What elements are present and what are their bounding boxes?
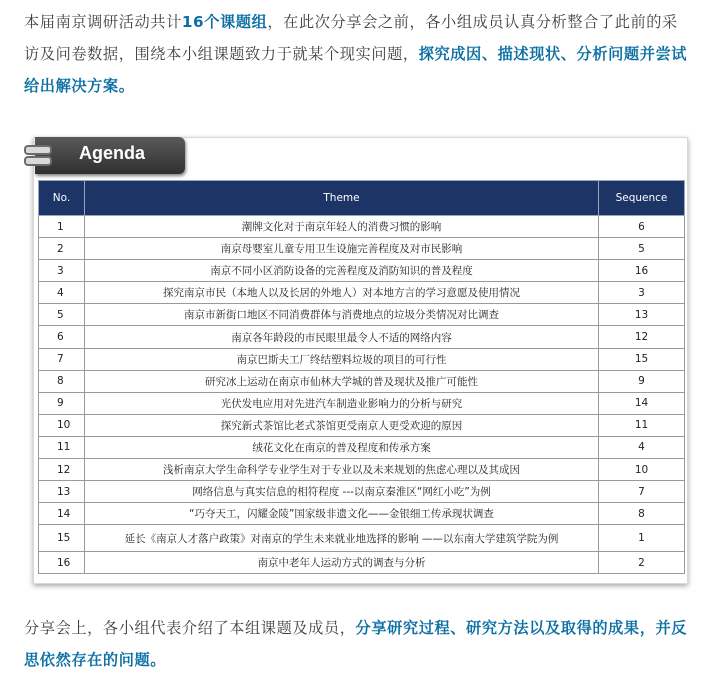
row-theme: 浅析南京大学生命科学专业学生对于专业以及未来规划的焦虑心理以及其成因 bbox=[85, 459, 599, 481]
row-no: 16 bbox=[39, 552, 85, 574]
row-theme: 南京巴斯夫工厂终结塑料垃圾的项目的可行性 bbox=[85, 348, 599, 370]
row-sequence: 13 bbox=[599, 304, 685, 326]
row-theme: 光伏发电应用对先进汽车制造业影响力的分析与研究 bbox=[85, 392, 599, 414]
row-no: 10 bbox=[39, 414, 85, 436]
row-sequence: 5 bbox=[599, 238, 685, 260]
table-row bbox=[39, 260, 685, 282]
table-row bbox=[39, 370, 685, 392]
row-theme: 探究新式茶馆比老式茶馆更受南京人更受欢迎的原因 bbox=[85, 414, 599, 436]
table-row bbox=[39, 436, 685, 458]
highlight-text: 分享研究过程、研究方法以及取得的成果，并反思依然存在的问题。 bbox=[24, 619, 688, 669]
row-sequence: 6 bbox=[599, 216, 685, 238]
table-row bbox=[39, 459, 685, 481]
row-sequence: 11 bbox=[599, 414, 685, 436]
header-no: No. bbox=[39, 181, 85, 216]
row-theme: 网络信息与真实信息的相符程度 ---以南京秦淮区“网红小吃”为例 bbox=[85, 481, 599, 503]
highlight-text: 16个课题组 bbox=[181, 13, 268, 31]
outro-paragraph bbox=[24, 612, 688, 676]
row-sequence: 16 bbox=[599, 260, 685, 282]
table-row bbox=[39, 282, 685, 304]
row-no: 12 bbox=[39, 459, 85, 481]
binder-clip-icon bbox=[24, 156, 52, 166]
row-theme: 南京母婴室儿童专用卫生设施完善程度及对市民影响 bbox=[85, 238, 599, 260]
row-no: 13 bbox=[39, 481, 85, 503]
row-no: 15 bbox=[39, 525, 85, 552]
paragraph-text: 分享会上，各小组代表介绍了本组课题及成员， bbox=[24, 619, 356, 637]
row-theme: 南京不同小区消防设备的完善程度及消防知识的普及程度 bbox=[85, 260, 599, 282]
agenda-title: Agenda bbox=[79, 143, 146, 163]
paragraph-text: ，在此次分享会之前，各小组成员认真分析整合了此前的采访及问卷数据，围绕本小组课题致力于就某个现实问题， bbox=[24, 13, 678, 63]
header-theme: Theme bbox=[85, 181, 599, 216]
row-no: 9 bbox=[39, 392, 85, 414]
agenda-table bbox=[38, 180, 685, 574]
row-sequence: 3 bbox=[599, 282, 685, 304]
table-row bbox=[39, 552, 685, 574]
table-row bbox=[39, 348, 685, 370]
row-sequence: 1 bbox=[599, 525, 685, 552]
table-row bbox=[39, 304, 685, 326]
row-theme: 南京中老年人运动方式的调查与分析 bbox=[85, 552, 599, 574]
row-sequence: 14 bbox=[599, 392, 685, 414]
row-no: 2 bbox=[39, 238, 85, 260]
row-theme: “巧夺天工，闪耀金陵”国家级非遗文化——金银细工传承现状调查 bbox=[85, 503, 599, 525]
row-sequence: 10 bbox=[599, 459, 685, 481]
row-theme: 绒花文化在南京的普及程度和传承方案 bbox=[85, 436, 599, 458]
row-theme: 潮牌文化对于南京年轻人的消费习惯的影响 bbox=[85, 216, 599, 238]
table-row bbox=[39, 503, 685, 525]
row-theme: 研究冰上运动在南京市仙林大学城的普及现状及推广可能性 bbox=[85, 370, 599, 392]
row-sequence: 2 bbox=[599, 552, 685, 574]
row-sequence: 7 bbox=[599, 481, 685, 503]
row-no: 14 bbox=[39, 503, 85, 525]
intro-paragraph bbox=[24, 6, 688, 102]
table-header-row bbox=[39, 181, 685, 216]
row-sequence: 15 bbox=[599, 348, 685, 370]
row-no: 3 bbox=[39, 260, 85, 282]
table-row bbox=[39, 392, 685, 414]
table-row bbox=[39, 238, 685, 260]
row-sequence: 4 bbox=[599, 436, 685, 458]
table-row bbox=[39, 525, 685, 552]
row-no: 6 bbox=[39, 326, 85, 348]
row-no: 5 bbox=[39, 304, 85, 326]
row-theme: 南京市新街口地区不同消费群体与消费地点的垃圾分类情况对比调查 bbox=[85, 304, 599, 326]
binder-clip-icon bbox=[24, 145, 52, 155]
row-sequence: 8 bbox=[599, 503, 685, 525]
row-sequence: 12 bbox=[599, 326, 685, 348]
row-no: 11 bbox=[39, 436, 85, 458]
row-theme: 探究南京市民（本地人以及长居的外地人）对本地方言的学习意愿及使用情况 bbox=[85, 282, 599, 304]
header-sequence: Sequence bbox=[599, 181, 685, 216]
table-row bbox=[39, 216, 685, 238]
row-sequence: 9 bbox=[599, 370, 685, 392]
row-no: 7 bbox=[39, 348, 85, 370]
table-row bbox=[39, 326, 685, 348]
agenda-tab bbox=[35, 137, 185, 174]
highlight-text: 探究成因、描述现状、分析问题并尝试给出解决方案。 bbox=[24, 45, 688, 95]
row-no: 4 bbox=[39, 282, 85, 304]
row-theme: 延长《南京人才落户政策》对南京的学生未来就业地选择的影响 ——以东南大学建筑学院为例 bbox=[85, 525, 599, 552]
paragraph-text: 本届南京调研活动共计 bbox=[24, 13, 182, 31]
row-no: 8 bbox=[39, 370, 85, 392]
row-theme: 南京各年龄段的市民眼里最令人不适的网络内容 bbox=[85, 326, 599, 348]
table-row bbox=[39, 414, 685, 436]
table-row bbox=[39, 481, 685, 503]
row-no: 1 bbox=[39, 216, 85, 238]
